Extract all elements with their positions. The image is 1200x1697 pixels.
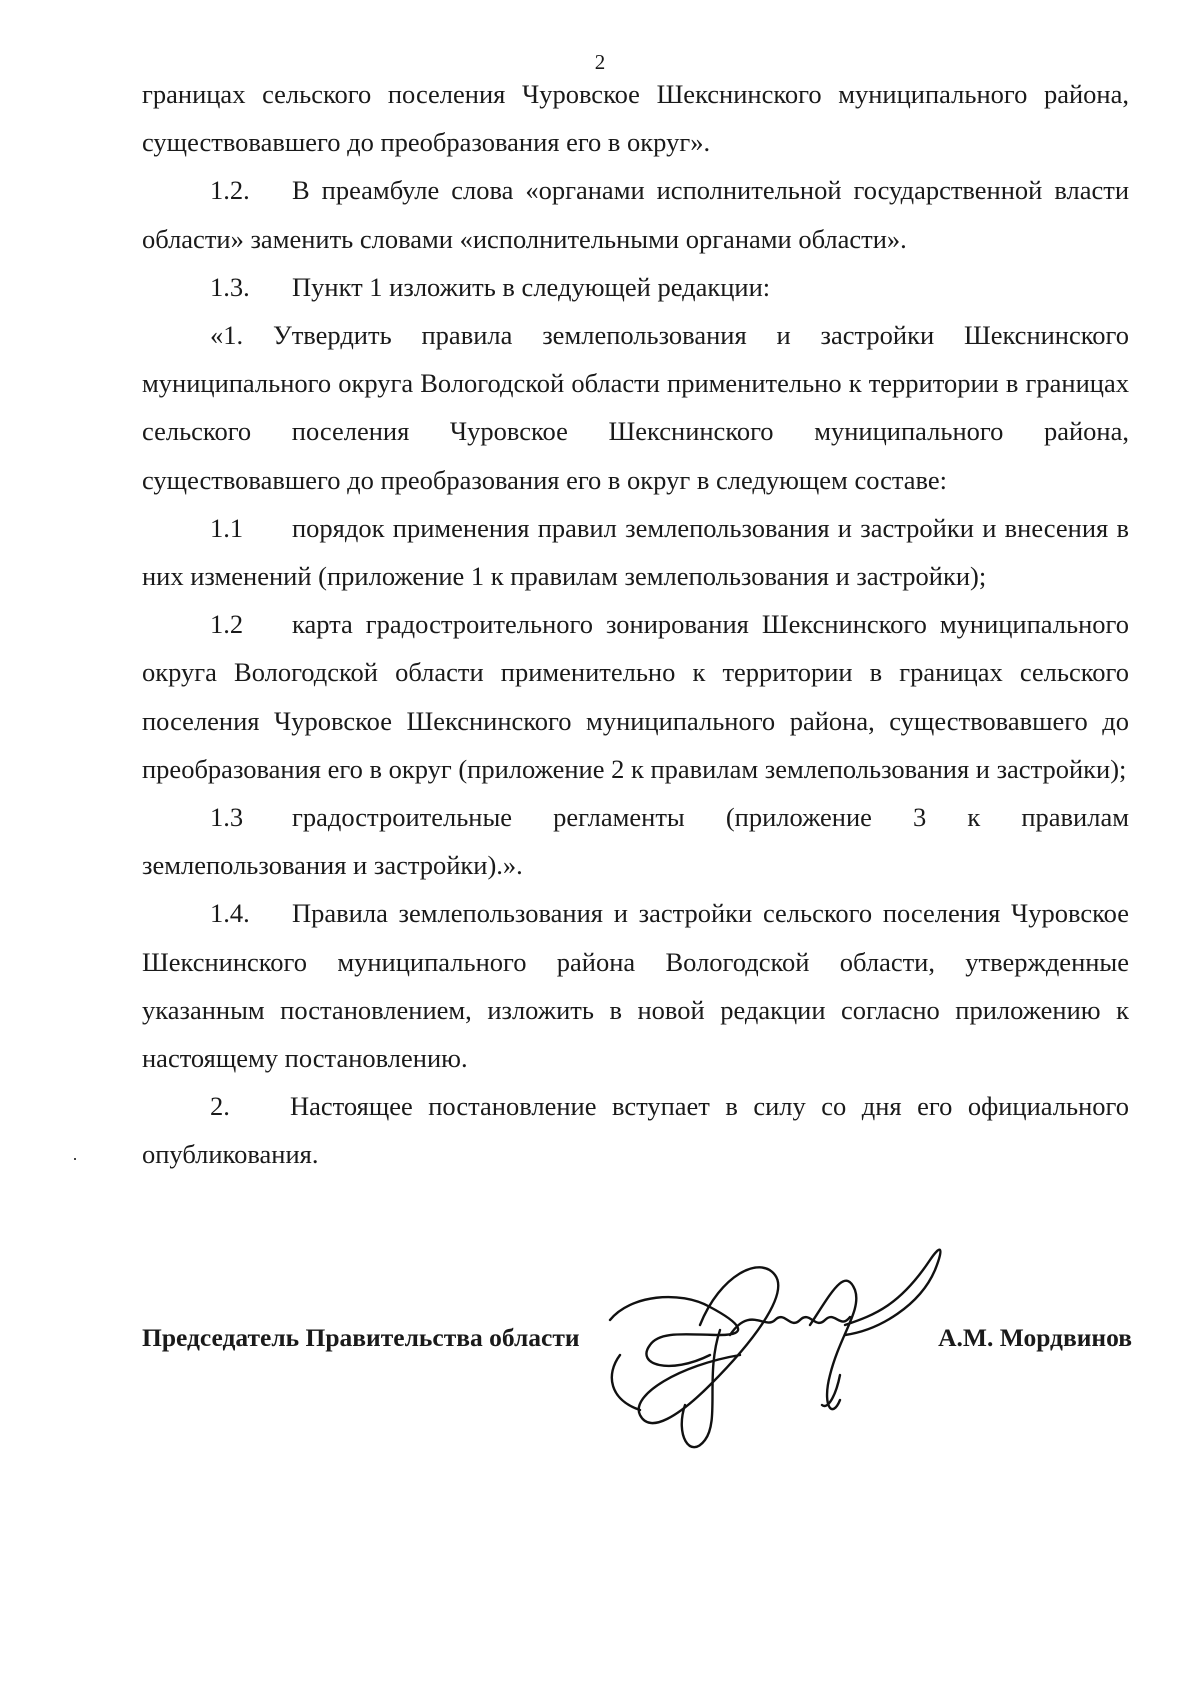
paragraph-text: Настоящее постановление вступает в силу со дня его официального опубликования. bbox=[142, 1091, 1129, 1170]
page-number: 2 bbox=[594, 50, 606, 74]
paragraph-text: Правила землепользования и застройки сельского поселения Чуровское Шекснинского муниципального района Вологодской области, утвержденные указанным постановлением, изложить в новой редакции согласно приложению к настоящему постановлению. bbox=[142, 898, 1129, 1074]
paragraph-number: 1.2. bbox=[210, 175, 250, 206]
scan-speck bbox=[74, 1158, 76, 1160]
paragraph-text: градостроительные регламенты (приложение 3 к правилам землепользования и застройки).». bbox=[142, 802, 1129, 881]
paragraph-number: 1.1 bbox=[210, 512, 244, 543]
paragraph-text: порядок применения правил землепользования и застройки и внесения в них изменений (приложение 1 к правилам землепользования и застройки); bbox=[142, 512, 1129, 592]
paragraph-number: 1.2 bbox=[210, 609, 244, 640]
paragraph-continuation bbox=[142, 70, 1129, 166]
paragraph-text: Пункт 1 изложить в следующей редакции: bbox=[292, 271, 771, 302]
paragraph-1-4 bbox=[142, 889, 1129, 1082]
document-body bbox=[142, 70, 1129, 1179]
paragraph-number: 1.3. bbox=[210, 271, 250, 302]
paragraph-text: В преамбуле слова «органами исполнительной государственной власти области» заменить словами «исполнительными органами области». bbox=[142, 175, 1129, 254]
paragraph-text: границах сельского поселения Чуровское Шекснинского муниципального района, существовавшего до преобразования его в округ». bbox=[142, 79, 1129, 158]
signature-block bbox=[142, 1320, 1132, 1360]
paragraph-number: 2. bbox=[210, 1091, 230, 1122]
paragraph-number: 1.3 bbox=[210, 802, 244, 833]
paragraph-2 bbox=[142, 1082, 1129, 1178]
paragraph-sub-1-2 bbox=[142, 600, 1129, 793]
paragraph-sub-1-3 bbox=[142, 793, 1129, 889]
paragraph-number: 1.4. bbox=[210, 898, 250, 929]
paragraph-1-2 bbox=[142, 166, 1129, 262]
paragraph-sub-1-1 bbox=[142, 504, 1129, 600]
paragraph-text: «1. Утвердить правила землепользования и застройки Шекснинского муниципального округа Вологодской области применительно к территории в границах сельского поселения Чуровское Шекснинского муниципального района, существовавшего до преобразования его в округ в следующем составе: bbox=[142, 320, 1129, 495]
paragraph-text: карта градостроительного зонирования Шекснинского муниципального округа Вологодской области применительно к территории в границах сельского поселения Чуровское Шекснинского муниципального района, существовавшего до преобразования его в округ (приложение 2 к правилам землепользования и застройки); bbox=[142, 609, 1129, 784]
paragraph-1-3 bbox=[142, 263, 1129, 311]
signatory-name: А.М. Мордвинов bbox=[938, 1323, 1132, 1352]
paragraph-quoted-item-1 bbox=[142, 311, 1129, 504]
signatory-title: Председатель Правительства области bbox=[142, 1323, 580, 1352]
